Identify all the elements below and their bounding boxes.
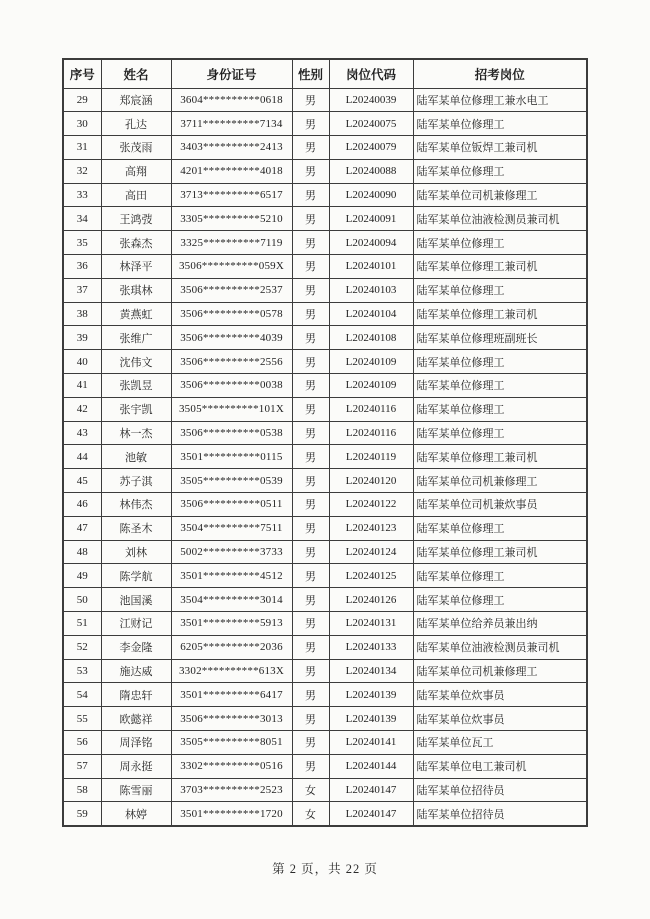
code-cell: L20240139 <box>329 707 413 731</box>
gender-cell: 男 <box>292 421 329 445</box>
table-row <box>63 207 587 231</box>
name-cell: 高田 <box>101 183 171 207</box>
name-cell: 张宇凯 <box>101 397 171 421</box>
position-cell: 陆军某单位司机兼炊事员 <box>413 493 587 517</box>
code-cell: L20240116 <box>329 421 413 445</box>
name-cell: 李金隆 <box>101 635 171 659</box>
serial-cell: 40 <box>63 350 101 374</box>
name-cell: 池国溪 <box>101 588 171 612</box>
table-row <box>63 326 587 350</box>
gender-cell: 男 <box>292 469 329 493</box>
name-cell: 郑宸涵 <box>101 88 171 112</box>
position-cell: 陆军某单位司机兼修理工 <box>413 469 587 493</box>
id-cell: 3501**********0115 <box>171 445 292 469</box>
name-cell: 沈伟文 <box>101 350 171 374</box>
table-body <box>63 88 587 826</box>
code-cell: L20240144 <box>329 754 413 778</box>
id-cell: 3501**********4512 <box>171 564 292 588</box>
name-cell: 林泽平 <box>101 255 171 279</box>
header-row <box>63 59 587 88</box>
serial-cell: 39 <box>63 326 101 350</box>
serial-cell: 58 <box>63 778 101 802</box>
gender-cell: 男 <box>292 516 329 540</box>
id-cell: 3506**********4039 <box>171 326 292 350</box>
gender-cell: 男 <box>292 88 329 112</box>
gender-cell: 男 <box>292 397 329 421</box>
header-serial-number: 序号 <box>63 59 101 88</box>
table-row <box>63 159 587 183</box>
name-cell: 林伟杰 <box>101 493 171 517</box>
serial-cell: 42 <box>63 397 101 421</box>
table-header <box>63 59 587 88</box>
serial-cell: 46 <box>63 493 101 517</box>
position-cell: 陆军某单位招待员 <box>413 778 587 802</box>
serial-cell: 50 <box>63 588 101 612</box>
gender-cell: 男 <box>292 707 329 731</box>
position-cell: 陆军某单位修理工 <box>413 374 587 398</box>
id-cell: 3302**********613X <box>171 659 292 683</box>
position-cell: 陆军某单位司机兼修理工 <box>413 659 587 683</box>
table-row <box>63 588 587 612</box>
table-row <box>63 802 587 826</box>
header-name: 姓名 <box>101 59 171 88</box>
serial-cell: 48 <box>63 540 101 564</box>
name-cell: 张茂雨 <box>101 136 171 160</box>
table-row <box>63 493 587 517</box>
position-cell: 陆军某单位修理工 <box>413 421 587 445</box>
table-row <box>63 88 587 112</box>
header-recruit-position: 招考岗位 <box>413 59 587 88</box>
page-number-footer: 第 2 页，共 22 页 <box>272 862 378 876</box>
code-cell: L20240125 <box>329 564 413 588</box>
id-cell: 3505**********8051 <box>171 731 292 755</box>
name-cell: 张维广 <box>101 326 171 350</box>
id-cell: 3403**********2413 <box>171 136 292 160</box>
position-cell: 陆军某单位修理工兼水电工 <box>413 88 587 112</box>
table-row <box>63 231 587 255</box>
code-cell: L20240090 <box>329 183 413 207</box>
position-cell: 陆军某单位修理工 <box>413 112 587 136</box>
position-cell: 陆军某单位修理工兼司机 <box>413 445 587 469</box>
table-row <box>63 374 587 398</box>
id-cell: 3305**********5210 <box>171 207 292 231</box>
id-cell: 3506**********059X <box>171 255 292 279</box>
name-cell: 池敏 <box>101 445 171 469</box>
position-cell: 陆军某单位油液检测员兼司机 <box>413 635 587 659</box>
id-cell: 3506**********2537 <box>171 278 292 302</box>
serial-cell: 36 <box>63 255 101 279</box>
code-cell: L20240109 <box>329 374 413 398</box>
position-cell: 陆军某单位修理班副班长 <box>413 326 587 350</box>
gender-cell: 男 <box>292 659 329 683</box>
position-cell: 陆军某单位修理工 <box>413 516 587 540</box>
name-cell: 施达威 <box>101 659 171 683</box>
serial-cell: 35 <box>63 231 101 255</box>
id-cell: 3505**********101X <box>171 397 292 421</box>
position-cell: 陆军某单位修理工 <box>413 350 587 374</box>
id-cell: 3501**********1720 <box>171 802 292 826</box>
table-row <box>63 564 587 588</box>
name-cell: 江财记 <box>101 612 171 636</box>
serial-cell: 47 <box>63 516 101 540</box>
position-cell: 陆军某单位修理工兼司机 <box>413 540 587 564</box>
table-row <box>63 516 587 540</box>
id-cell: 3501**********5913 <box>171 612 292 636</box>
table-row <box>63 754 587 778</box>
code-cell: L20240094 <box>329 231 413 255</box>
serial-cell: 54 <box>63 683 101 707</box>
id-cell: 5002**********3733 <box>171 540 292 564</box>
serial-cell: 55 <box>63 707 101 731</box>
id-cell: 3505**********0539 <box>171 469 292 493</box>
name-cell: 刘林 <box>101 540 171 564</box>
id-cell: 3713**********6517 <box>171 183 292 207</box>
table-row <box>63 445 587 469</box>
name-cell: 孔达 <box>101 112 171 136</box>
name-cell: 隋忠轩 <box>101 683 171 707</box>
gender-cell: 男 <box>292 207 329 231</box>
id-cell: 3703**********2523 <box>171 778 292 802</box>
gender-cell: 男 <box>292 540 329 564</box>
name-cell: 高翔 <box>101 159 171 183</box>
code-cell: L20240109 <box>329 350 413 374</box>
name-cell: 张森杰 <box>101 231 171 255</box>
id-cell: 3504**********7511 <box>171 516 292 540</box>
table-row <box>63 302 587 326</box>
position-cell: 陆军某单位炊事员 <box>413 683 587 707</box>
name-cell: 王鸿弢 <box>101 207 171 231</box>
gender-cell: 男 <box>292 754 329 778</box>
gender-cell: 男 <box>292 683 329 707</box>
table-row <box>63 278 587 302</box>
serial-cell: 49 <box>63 564 101 588</box>
serial-cell: 57 <box>63 754 101 778</box>
gender-cell: 男 <box>292 445 329 469</box>
table-row <box>63 778 587 802</box>
header-position-code: 岗位代码 <box>329 59 413 88</box>
table-row <box>63 397 587 421</box>
code-cell: L20240104 <box>329 302 413 326</box>
position-cell: 陆军某单位修理工 <box>413 278 587 302</box>
code-cell: L20240133 <box>329 635 413 659</box>
gender-cell: 男 <box>292 112 329 136</box>
id-cell: 3501**********6417 <box>171 683 292 707</box>
position-cell: 陆军某单位电工兼司机 <box>413 754 587 778</box>
serial-cell: 31 <box>63 136 101 160</box>
table-row <box>63 421 587 445</box>
id-cell: 3504**********3014 <box>171 588 292 612</box>
gender-cell: 男 <box>292 612 329 636</box>
id-cell: 4201**********4018 <box>171 159 292 183</box>
gender-cell: 男 <box>292 374 329 398</box>
position-cell: 陆军某单位司机兼修理工 <box>413 183 587 207</box>
position-cell: 陆军某单位修理工 <box>413 397 587 421</box>
position-cell: 陆军某单位修理工兼司机 <box>413 255 587 279</box>
position-cell: 陆军某单位招待员 <box>413 802 587 826</box>
serial-cell: 43 <box>63 421 101 445</box>
gender-cell: 男 <box>292 564 329 588</box>
id-cell: 3302**********0516 <box>171 754 292 778</box>
position-cell: 陆军某单位瓦工 <box>413 731 587 755</box>
table-row <box>63 635 587 659</box>
position-cell: 陆军某单位修理工 <box>413 231 587 255</box>
name-cell: 周泽铭 <box>101 731 171 755</box>
gender-cell: 男 <box>292 350 329 374</box>
gender-cell: 男 <box>292 278 329 302</box>
name-cell: 张凯昱 <box>101 374 171 398</box>
name-cell: 黄燕虹 <box>101 302 171 326</box>
code-cell: L20240122 <box>329 493 413 517</box>
header-id-number: 身份证号 <box>171 59 292 88</box>
id-cell: 3325**********7119 <box>171 231 292 255</box>
code-cell: L20240039 <box>329 88 413 112</box>
serial-cell: 53 <box>63 659 101 683</box>
table-row <box>63 612 587 636</box>
code-cell: L20240147 <box>329 802 413 826</box>
code-cell: L20240139 <box>329 683 413 707</box>
table-row <box>63 350 587 374</box>
name-cell: 周永挺 <box>101 754 171 778</box>
name-cell: 林婷 <box>101 802 171 826</box>
serial-cell: 44 <box>63 445 101 469</box>
table-row <box>63 136 587 160</box>
table-row <box>63 707 587 731</box>
position-cell: 陆军某单位修理工 <box>413 588 587 612</box>
gender-cell: 男 <box>292 635 329 659</box>
id-cell: 3506**********3013 <box>171 707 292 731</box>
gender-cell: 男 <box>292 159 329 183</box>
table-row <box>63 112 587 136</box>
code-cell: L20240088 <box>329 159 413 183</box>
code-cell: L20240091 <box>329 207 413 231</box>
code-cell: L20240108 <box>329 326 413 350</box>
table-row <box>63 683 587 707</box>
position-cell: 陆军某单位修理工 <box>413 159 587 183</box>
name-cell: 张琪林 <box>101 278 171 302</box>
serial-cell: 37 <box>63 278 101 302</box>
id-cell: 6205**********2036 <box>171 635 292 659</box>
gender-cell: 男 <box>292 183 329 207</box>
position-cell: 陆军某单位给养员兼出纳 <box>413 612 587 636</box>
serial-cell: 41 <box>63 374 101 398</box>
code-cell: L20240124 <box>329 540 413 564</box>
position-cell: 陆军某单位修理工 <box>413 564 587 588</box>
code-cell: L20240134 <box>329 659 413 683</box>
name-cell: 苏子淇 <box>101 469 171 493</box>
name-cell: 欧懿祥 <box>101 707 171 731</box>
position-cell: 陆军某单位油液检测员兼司机 <box>413 207 587 231</box>
serial-cell: 38 <box>63 302 101 326</box>
id-cell: 3506**********2556 <box>171 350 292 374</box>
name-cell: 林一杰 <box>101 421 171 445</box>
serial-cell: 56 <box>63 731 101 755</box>
serial-cell: 51 <box>63 612 101 636</box>
code-cell: L20240147 <box>329 778 413 802</box>
serial-cell: 29 <box>63 88 101 112</box>
name-cell: 陈圣木 <box>101 516 171 540</box>
code-cell: L20240101 <box>329 255 413 279</box>
code-cell: L20240120 <box>329 469 413 493</box>
serial-cell: 34 <box>63 207 101 231</box>
serial-cell: 30 <box>63 112 101 136</box>
position-cell: 陆军某单位钣焊工兼司机 <box>413 136 587 160</box>
gender-cell: 男 <box>292 255 329 279</box>
table-row <box>63 731 587 755</box>
serial-cell: 59 <box>63 802 101 826</box>
header-gender: 性别 <box>292 59 329 88</box>
gender-cell: 女 <box>292 778 329 802</box>
gender-cell: 男 <box>292 731 329 755</box>
gender-cell: 男 <box>292 326 329 350</box>
code-cell: L20240126 <box>329 588 413 612</box>
code-cell: L20240079 <box>329 136 413 160</box>
serial-cell: 33 <box>63 183 101 207</box>
table-row <box>63 183 587 207</box>
code-cell: L20240075 <box>329 112 413 136</box>
table-row <box>63 540 587 564</box>
position-cell: 陆军某单位炊事员 <box>413 707 587 731</box>
gender-cell: 男 <box>292 136 329 160</box>
id-cell: 3506**********0538 <box>171 421 292 445</box>
gender-cell: 男 <box>292 588 329 612</box>
table-row <box>63 255 587 279</box>
table-row <box>63 469 587 493</box>
candidate-roster-table <box>62 58 588 827</box>
id-cell: 3506**********0511 <box>171 493 292 517</box>
code-cell: L20240119 <box>329 445 413 469</box>
table-row <box>63 659 587 683</box>
code-cell: L20240116 <box>329 397 413 421</box>
id-cell: 3506**********0578 <box>171 302 292 326</box>
position-cell: 陆军某单位修理工兼司机 <box>413 302 587 326</box>
gender-cell: 男 <box>292 493 329 517</box>
id-cell: 3604**********0618 <box>171 88 292 112</box>
code-cell: L20240141 <box>329 731 413 755</box>
id-cell: 3711**********7134 <box>171 112 292 136</box>
serial-cell: 52 <box>63 635 101 659</box>
serial-cell: 32 <box>63 159 101 183</box>
name-cell: 陈学航 <box>101 564 171 588</box>
code-cell: L20240123 <box>329 516 413 540</box>
code-cell: L20240103 <box>329 278 413 302</box>
gender-cell: 女 <box>292 802 329 826</box>
serial-cell: 45 <box>63 469 101 493</box>
gender-cell: 男 <box>292 231 329 255</box>
name-cell: 陈雪丽 <box>101 778 171 802</box>
id-cell: 3506**********0038 <box>171 374 292 398</box>
code-cell: L20240131 <box>329 612 413 636</box>
gender-cell: 男 <box>292 302 329 326</box>
